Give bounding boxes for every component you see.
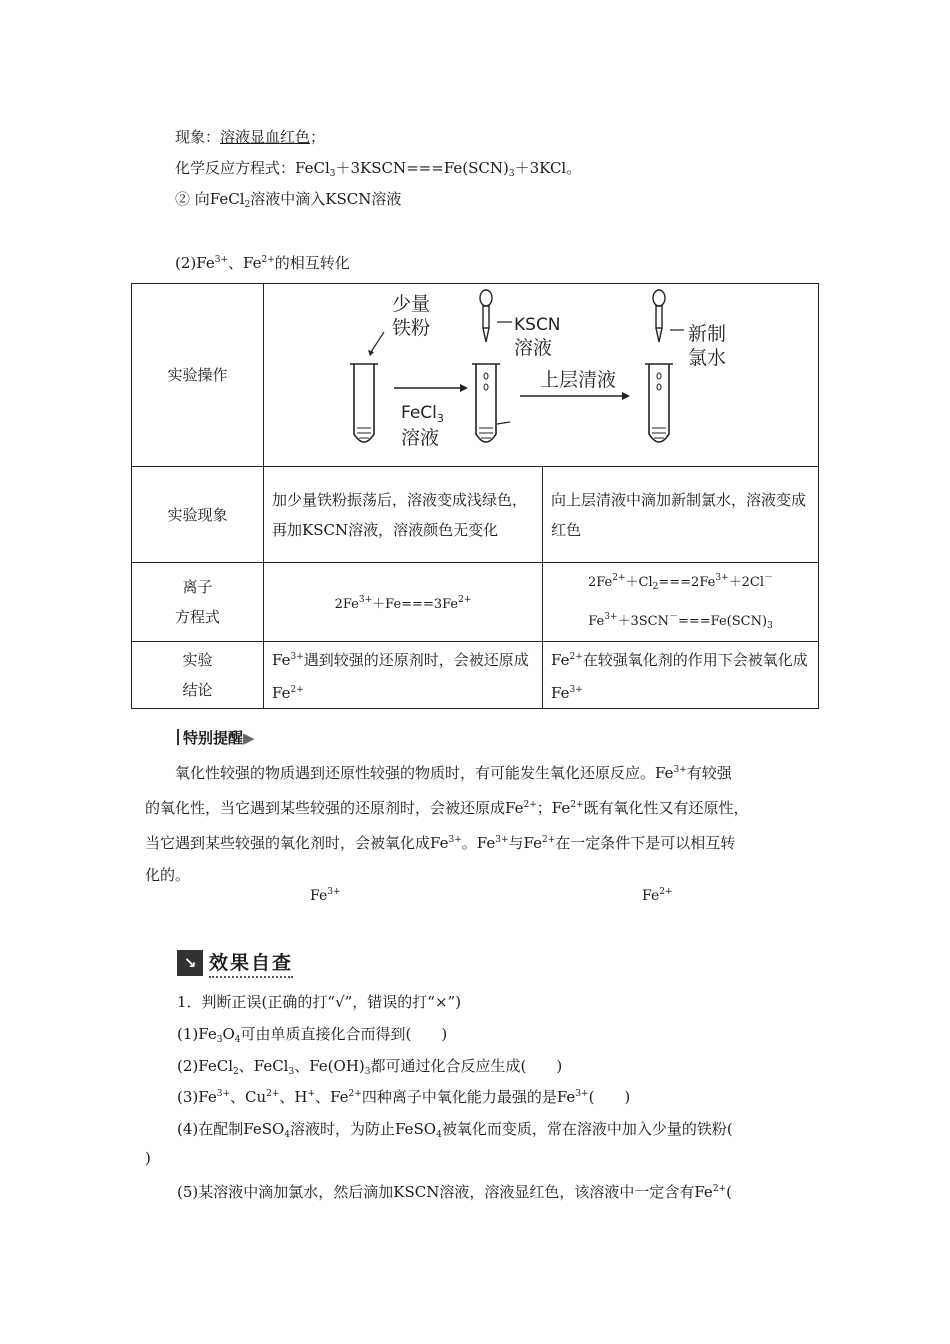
phenomenon-value: 溶液显血红色 — [220, 128, 311, 146]
label-cl-1: 新制 — [688, 323, 727, 345]
equation-left: $2Fe^{3+}+Fe===3Fe^{2+}$ — [264, 563, 543, 642]
phenomenon-left: 加少量铁粉振荡后，溶液变成浅绿色，再加KSCN溶液，溶液颜色无变化 — [264, 467, 543, 563]
row-label-operation: 实验操作 — [132, 284, 264, 467]
step-text: 溶液中滴入KSCN溶液 — [250, 190, 402, 208]
conclusion-left: $Fe^{3+}$遇到较强的还原剂时，会被还原成$Fe^{2+}$ — [264, 642, 543, 709]
step-text: ② 向FeCl — [175, 190, 245, 208]
question-intro: 1．判断正误(正确的打“√”，错误的打“×”) — [177, 993, 462, 1011]
tip-line-3: 当它遇到某些较强的氧化剂时，会被氧化成$Fe^{3+}$。$Fe^{3+}$与$Fe^{2+}$在一定条件下是可以相互转 — [145, 834, 736, 852]
row-label-conclusion — [132, 642, 264, 709]
eq-sub: 3 — [329, 169, 336, 179]
sec-sup: 3+ — [214, 255, 228, 265]
row-label-equation — [132, 563, 264, 642]
punct: ； — [310, 128, 326, 146]
dropper-1 — [480, 290, 492, 342]
experiment-diagram — [264, 284, 818, 466]
equation-right-1: $2Fe^{2+}+Cl_2===2Fe^{3+}+2Cl^-$ — [587, 573, 774, 592]
eq-sub: 3 — [508, 169, 515, 179]
question-4: (4)在配制FeSO$_4$溶液时，为防止FeSO$_4$被氧化而变质，常在溶液中加入少量的铁粉( — [177, 1120, 733, 1140]
sec-text: (2)Fe — [175, 254, 215, 272]
label-iron-2: 铁粉 — [392, 317, 431, 339]
label-part: 离子 — [182, 578, 213, 596]
label-fecl: FeCl$_3$ — [401, 403, 444, 425]
self-check-heading — [177, 948, 293, 978]
experiment-diagram-cell — [264, 284, 819, 467]
step2-line — [175, 188, 401, 210]
equation-right-2: $Fe^{3+}+3SCN^-===Fe(SCN)_3$ — [588, 612, 773, 631]
arrow-2 — [520, 392, 630, 400]
tip-line-2: 的氧化性，当它遇到某些较强的还原剂时，会被还原成$Fe^{2+}$；$Fe^{2+}$既有氧化性又有还原性， — [145, 799, 749, 817]
label-part: 方程式 — [174, 608, 220, 626]
tip-line-1: 氧化性较强的物质遇到还原性较强的物质时，有可能发生氧化还原反应。$Fe^{3+}$有较强 — [175, 764, 732, 782]
experiment-table — [131, 283, 819, 709]
test-tube-2 — [472, 364, 500, 442]
question-1: $(1)Fe_3O_4$可由单质直接化合而得到( ) — [177, 1025, 448, 1045]
step-sub: 2 — [244, 200, 251, 210]
question-4-close: ) — [145, 1149, 151, 1167]
eq-text: 化学反应方程式：FeCl — [175, 159, 330, 177]
equation-line — [175, 157, 581, 179]
row-label-phenomenon: 实验现象 — [132, 467, 264, 563]
question-5: (5)某溶液中滴加氯水，然后滴加KSCN溶液，溶液显红色，该溶液中一定含有$Fe^{2+}$( — [177, 1183, 732, 1201]
equation-right — [543, 563, 819, 642]
sec-text: 的相互转化 — [274, 254, 350, 272]
label-kscn-2: 溶液 — [514, 337, 553, 359]
tip-line-4: 化的。 — [145, 866, 191, 884]
label-cl-2: 氯水 — [688, 347, 727, 369]
dropper-2 — [653, 290, 665, 342]
tip-title: 特别提醒 — [183, 729, 244, 747]
label-upper-layer: 上层清液 — [540, 369, 617, 391]
test-tube-3 — [645, 364, 673, 442]
eq-text: ＋3KSCN===Fe(SCN) — [335, 159, 509, 177]
label-kscn-1: KSCN — [514, 315, 561, 335]
test-tube-1 — [350, 364, 378, 442]
section-heading — [175, 252, 350, 273]
self-check-title: 效果自查 — [209, 948, 293, 978]
pointer-fecl — [497, 422, 510, 424]
sec-text: 、Fe — [228, 254, 262, 272]
sec-sup: 2+ — [261, 255, 275, 265]
pointer-iron — [371, 332, 384, 352]
play-triangle-icon: ▶ — [243, 729, 255, 747]
label-solution: 溶液 — [401, 427, 440, 449]
conclusion-right: $Fe^{2+}$在较强氧化剂的作用下会被氧化成$Fe^{3+}$ — [543, 642, 819, 709]
label-part: 实验 — [182, 651, 213, 669]
tip-paragraph — [145, 754, 817, 891]
phenomenon-right: 向上层清液中滴加新制氯水，溶液变成红色 — [543, 467, 819, 563]
arrow-box-icon: ↘ — [177, 950, 203, 976]
arrow-1 — [394, 384, 468, 392]
special-tip-heading — [177, 727, 255, 748]
label-part: 结论 — [182, 681, 213, 699]
question-3: $(3)Fe^{3+}$、$Cu^{2+}$、H+、$Fe^{2+}$四种离子中氧化能力最强的是$Fe^{3+}$( ) — [177, 1088, 631, 1106]
eq-text: ＋3KCl。 — [514, 159, 582, 177]
bar-icon — [177, 729, 179, 745]
label-iron-1: 少量 — [392, 293, 431, 315]
fe3-label: $Fe^{3+}$ — [310, 887, 341, 904]
phenomenon-label: 现象： — [175, 128, 221, 146]
question-2: (2)FeCl$_2$、FeCl$_3$、$Fe(OH)_3$都可通过化合反应生成( ) — [177, 1057, 563, 1077]
fe2-label: $Fe^{2+}$ — [642, 887, 673, 904]
phenomenon-line — [175, 126, 325, 147]
